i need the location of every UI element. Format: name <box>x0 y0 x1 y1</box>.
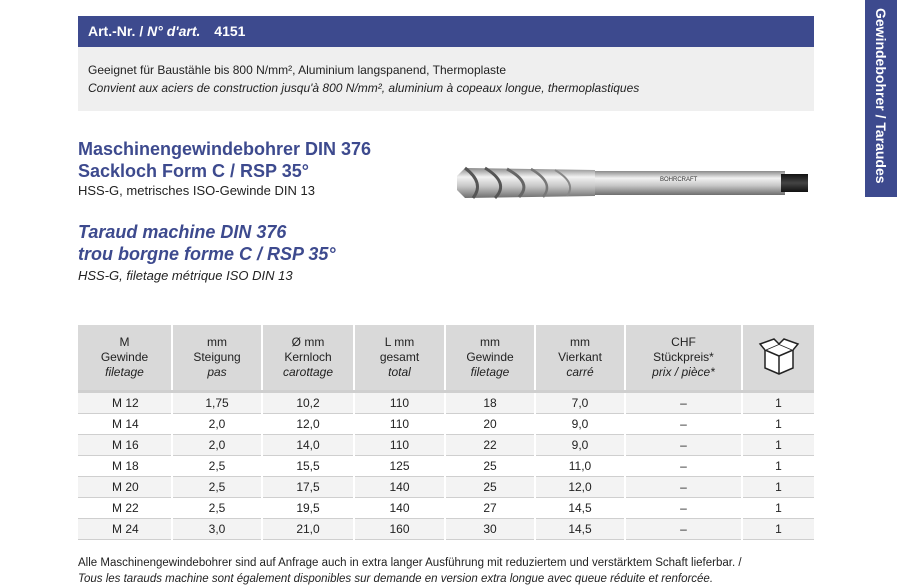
cell-total-length: 160 <box>354 519 445 540</box>
cell-core-hole: 10,2 <box>262 392 354 414</box>
cell-pack-quantity: 1 <box>742 519 814 540</box>
cell-pack-quantity: 1 <box>742 498 814 519</box>
cell-square: 12,0 <box>535 477 625 498</box>
article-number: 4151 <box>214 23 246 39</box>
cell-thread-length: 25 <box>445 456 535 477</box>
cell-price: – <box>625 456 742 477</box>
cell-thread-size: M 20 <box>78 477 172 498</box>
header-total-length: L mm gesamt total <box>354 325 445 392</box>
cell-pitch: 2,0 <box>172 414 262 435</box>
table-row <box>78 435 814 456</box>
cell-price: – <box>625 392 742 414</box>
product-title-de-line1: Maschinengewindebohrer DIN 376 <box>78 139 372 159</box>
table-header-row <box>78 325 814 392</box>
cell-thread-length: 18 <box>445 392 535 414</box>
tap-tool-image <box>455 158 810 208</box>
cell-thread-size: M 14 <box>78 414 172 435</box>
cell-total-length: 140 <box>354 477 445 498</box>
cell-price: – <box>625 519 742 540</box>
product-title-de <box>78 138 371 182</box>
cell-pitch: 3,0 <box>172 519 262 540</box>
header-price: CHF Stückpreis* prix / pièce* <box>625 325 742 392</box>
category-side-tab[interactable] <box>865 0 897 197</box>
cell-thread-length: 25 <box>445 477 535 498</box>
cell-price: – <box>625 477 742 498</box>
cell-core-hole: 14,0 <box>262 435 354 456</box>
table-row <box>78 498 814 519</box>
table-row <box>78 519 814 540</box>
cell-total-length: 110 <box>354 414 445 435</box>
footnote-de: Alle Maschinengewindebohrer sind auf Anfrage auch in extra langer Ausführung mit reduziertem und verstärktem Schaft lieferbar. / <box>78 557 742 569</box>
article-header <box>78 16 814 47</box>
header-pitch: mm Steigung pas <box>172 325 262 392</box>
cell-pack-quantity: 1 <box>742 456 814 477</box>
cell-price: – <box>625 498 742 519</box>
header-pack-quantity <box>742 325 814 392</box>
cell-thread-length: 27 <box>445 498 535 519</box>
header-thread-size: M Gewinde filetage <box>78 325 172 392</box>
table-row <box>78 414 814 435</box>
cell-pitch: 2,0 <box>172 435 262 456</box>
cell-pack-quantity: 1 <box>742 435 814 456</box>
cell-total-length: 140 <box>354 498 445 519</box>
product-title-fr <box>78 221 336 265</box>
category-side-tab-label: Gewindebohrer / Taraudes <box>873 8 889 184</box>
cell-core-hole: 15,5 <box>262 456 354 477</box>
product-subtitle-fr: HSS-G, filetage métrique ISO DIN 13 <box>78 268 293 283</box>
cell-pitch: 2,5 <box>172 456 262 477</box>
cell-total-length: 110 <box>354 435 445 456</box>
cell-thread-length: 20 <box>445 414 535 435</box>
cell-total-length: 110 <box>354 392 445 414</box>
cell-square: 11,0 <box>535 456 625 477</box>
cell-thread-size: M 16 <box>78 435 172 456</box>
cell-core-hole: 19,5 <box>262 498 354 519</box>
cell-pitch: 2,5 <box>172 477 262 498</box>
cell-thread-length: 22 <box>445 435 535 456</box>
footnote-fr: Tous les tarauds machine sont également disponibles sur demande en version extra longue avec queue réduite et renforcée. <box>78 573 714 585</box>
cell-square: 9,0 <box>535 414 625 435</box>
product-title-de-line2: Sackloch Form C / RSP 35° <box>78 161 309 181</box>
table-row <box>78 456 814 477</box>
header-square: mm Vierkant carré <box>535 325 625 392</box>
cell-pack-quantity: 1 <box>742 477 814 498</box>
cell-thread-size: M 22 <box>78 498 172 519</box>
cell-price: – <box>625 414 742 435</box>
product-title-fr-line2: trou borgne forme C / RSP 35° <box>78 244 336 264</box>
art-label-de: Art.-Nr. <box>88 23 136 39</box>
footnote <box>78 555 742 587</box>
cell-pack-quantity: 1 <box>742 392 814 414</box>
box-icon <box>757 334 801 378</box>
tool-brand-label: BOHRCRAFT <box>660 177 698 183</box>
cell-thread-size: M 18 <box>78 456 172 477</box>
cell-thread-length: 30 <box>445 519 535 540</box>
art-label-fr: N° d'art. <box>147 23 201 39</box>
cell-pitch: 2,5 <box>172 498 262 519</box>
art-label-separator: / <box>139 23 144 39</box>
description-fr: Convient aux aciers de construction jusqu'à 800 N/mm², aluminium à copeaux longue, thermoplastiques <box>88 81 640 95</box>
cell-price: – <box>625 435 742 456</box>
cell-core-hole: 21,0 <box>262 519 354 540</box>
cell-thread-size: M 24 <box>78 519 172 540</box>
header-thread-length: mm Gewinde filetage <box>445 325 535 392</box>
table-row <box>78 477 814 498</box>
specs-table <box>78 325 814 540</box>
cell-thread-size: M 12 <box>78 392 172 414</box>
header-core-hole: Ø mm Kernloch carottage <box>262 325 354 392</box>
cell-square: 14,5 <box>535 498 625 519</box>
cell-core-hole: 12,0 <box>262 414 354 435</box>
product-subtitle-de: HSS-G, metrisches ISO-Gewinde DIN 13 <box>78 183 315 198</box>
cell-total-length: 125 <box>354 456 445 477</box>
product-title-fr-line1: Taraud machine DIN 376 <box>78 222 287 242</box>
description-de: Geeignet für Baustähle bis 800 N/mm², Aluminium langspanend, Thermoplaste <box>88 63 507 77</box>
cell-square: 7,0 <box>535 392 625 414</box>
table-row <box>78 392 814 414</box>
cell-square: 14,5 <box>535 519 625 540</box>
cell-pack-quantity: 1 <box>742 414 814 435</box>
cell-core-hole: 17,5 <box>262 477 354 498</box>
description-box <box>78 47 814 111</box>
cell-pitch: 1,75 <box>172 392 262 414</box>
cell-square: 9,0 <box>535 435 625 456</box>
